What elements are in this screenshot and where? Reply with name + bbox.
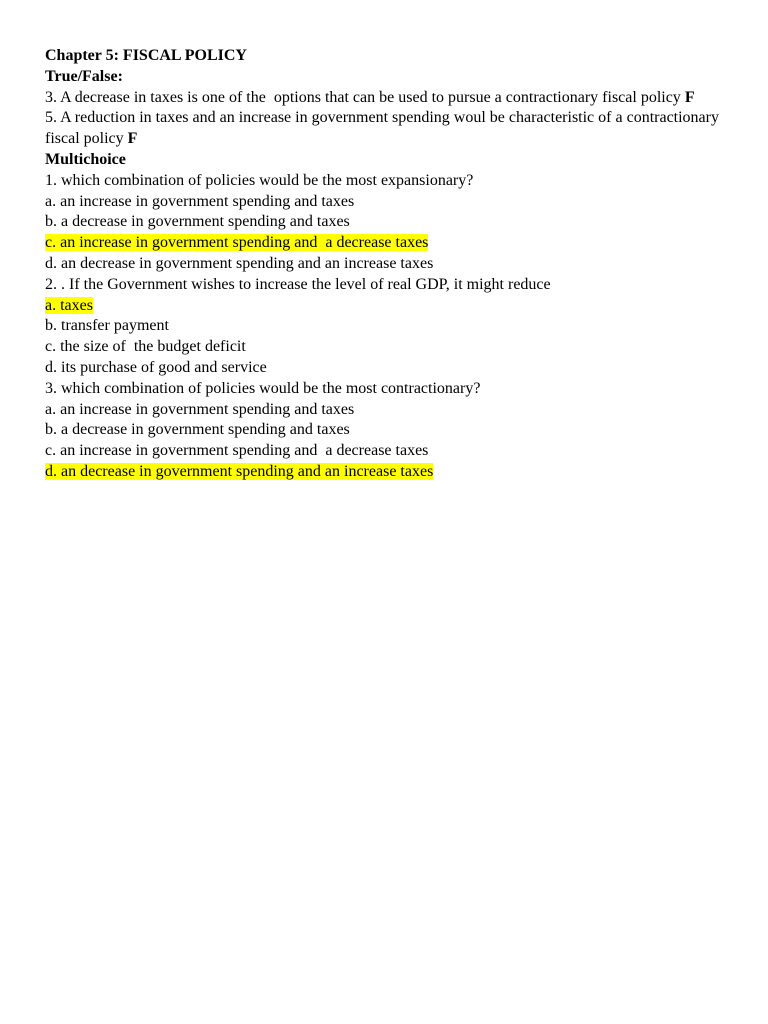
q1-option-a: a. an increase in government spending and taxes	[45, 192, 355, 210]
tf-item-answer: F	[127, 130, 138, 148]
tf-item	[45, 88, 735, 109]
q2-option-b: b. transfer payment	[45, 317, 169, 335]
q2-option-a	[45, 296, 735, 317]
chapter-title-prefix: Chapter 5:	[45, 47, 123, 64]
tf-item	[45, 108, 735, 150]
multichoice-heading: Multichoice	[45, 150, 126, 168]
highlighted-answer: a. taxes	[45, 296, 93, 314]
document-page	[45, 46, 735, 483]
q2-option-c: c. the size of the budget deficit	[45, 338, 246, 356]
q1-option-c	[45, 233, 735, 254]
q2-option-d: d. its purchase of good and service	[45, 358, 267, 376]
tf-item-answer: F	[684, 88, 695, 106]
q1-option-b: b. a decrease in government spending and taxes	[45, 213, 350, 231]
question-2: 2. . If the Government wishes to increase the level of real GDP, it might reduce	[45, 275, 551, 293]
tf-item-text: 5. A reduction in taxes and an increase in government spending woul be characteristic of a contractionary fiscal policy	[45, 109, 723, 148]
q3-option-c: c. an increase in government spending and a decrease taxes	[45, 442, 429, 460]
highlighted-answer: c. an increase in government spending and a decrease taxes	[45, 234, 429, 252]
q3-option-b: b. a decrease in government spending and taxes	[45, 421, 350, 439]
tf-item-text: 3. A decrease in taxes is one of the options that can be used to pursue a contractionary fiscal policy	[45, 88, 685, 106]
chapter-title-main: FISCAL POLICY	[122, 47, 247, 64]
chapter-title	[45, 46, 735, 67]
q3-option-d	[45, 462, 735, 483]
question-1: 1. which combination of policies would be the most expansionary?	[45, 171, 474, 189]
highlighted-answer: d. an decrease in government spending and an increase taxes	[45, 462, 434, 480]
true-false-heading: True/False:	[45, 67, 123, 85]
q1-option-d: d. an decrease in government spending and an increase taxes	[45, 254, 434, 272]
q3-option-a: a. an increase in government spending and taxes	[45, 400, 355, 418]
question-3: 3. which combination of policies would be the most contractionary?	[45, 379, 481, 397]
